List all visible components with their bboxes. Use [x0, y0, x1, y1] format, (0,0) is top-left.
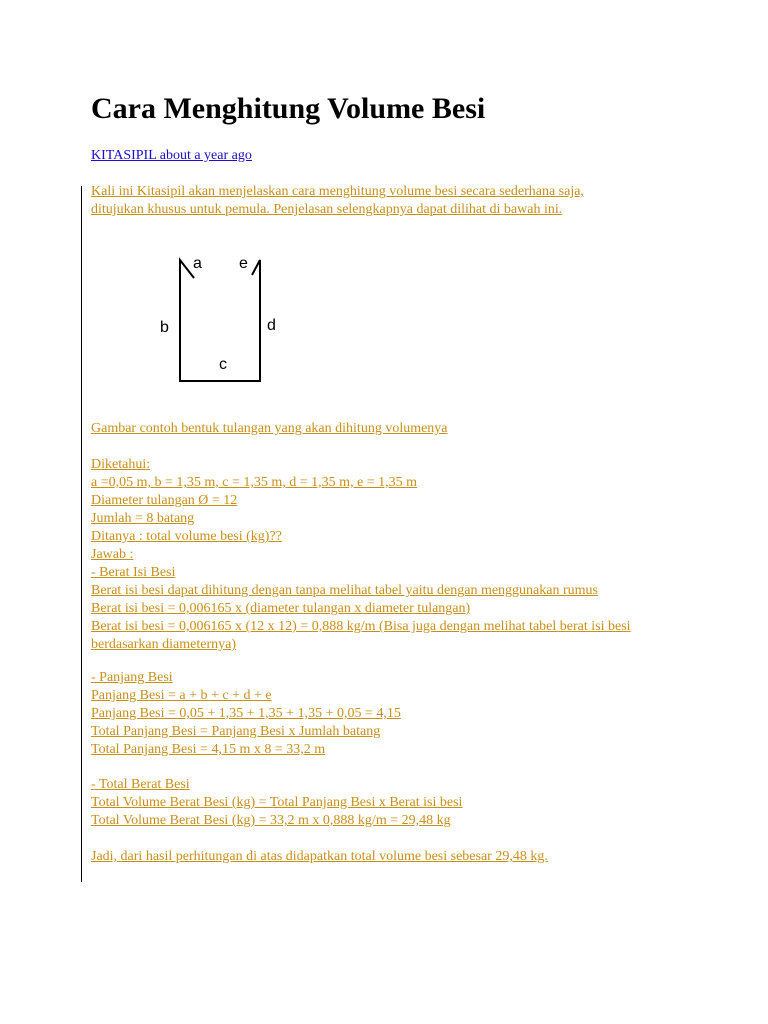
- rebar-shape-diagram: [150, 245, 300, 390]
- text-line: Ditanya : total volume besi (kg)??: [91, 529, 282, 544]
- text-line: Jumlah = 8 batang: [91, 511, 195, 526]
- text-line: Berat isi besi = 0,006165 x (diameter tulangan x diameter tulangan): [91, 601, 471, 616]
- conclusion-line[interactable]: Jadi, dari hasil perhitungan di atas didapatkan total volume besi sebesar 29,48 kg.: [91, 849, 548, 864]
- text-line: - Berat Isi Besi: [91, 565, 176, 580]
- text-line: Total Panjang Besi = Panjang Besi x Jumlah batang: [91, 724, 381, 739]
- text-line: Panjang Besi = 0,05 + 1,35 + 1,35 + 1,35 + 0,05 = 4,15: [91, 706, 401, 721]
- intro-line: Kali ini Kitasipil akan menjelaskan cara menghitung volume besi secara sederhana saja,: [91, 184, 584, 199]
- intro-paragraph[interactable]: [91, 183, 584, 219]
- left-border-rule: [81, 186, 82, 882]
- text-line: Jawab :: [91, 547, 134, 562]
- known-section[interactable]: [91, 456, 631, 654]
- text-line: Diameter tulangan Ø = 12: [91, 493, 238, 508]
- text-line: - Panjang Besi: [91, 670, 173, 685]
- text-line: berdasarkan diameternya): [91, 637, 236, 652]
- page-title: Cara Menghitung Volume Besi: [91, 92, 486, 125]
- label-e: e: [239, 255, 248, 272]
- text-line: a =0,05 m, b = 1,35 m, c = 1,35 m, d = 1,35 m, e = 1,35 m: [91, 475, 418, 490]
- intro-line: ditujukan khusus untuk pemula. Penjelasan selengkapnya dapat dilihat di bawah ini.: [91, 202, 563, 217]
- text-line: Panjang Besi = a + b + c + d + e: [91, 688, 272, 703]
- weight-section[interactable]: [91, 776, 462, 830]
- text-line: Total Panjang Besi = 4,15 m x 8 = 33,2 m: [91, 742, 326, 757]
- text-line: Berat isi besi = 0,006165 x (12 x 12) = 0,888 kg/m (Bisa juga dengan melihat tabel berat isi besi: [91, 619, 631, 634]
- label-b: b: [160, 319, 169, 336]
- text-line: Diketahui:: [91, 457, 151, 472]
- text-line: - Total Berat Besi: [91, 777, 190, 792]
- label-a: a: [193, 255, 202, 272]
- label-d: d: [267, 317, 276, 334]
- figure-caption[interactable]: Gambar contoh bentuk tulangan yang akan dihitung volumenya: [91, 421, 448, 436]
- text-line: Total Volume Berat Besi (kg) = Total Panjang Besi x Berat isi besi: [91, 795, 463, 810]
- text-line: Berat isi besi dapat dihitung dengan tanpa melihat tabel yaitu dengan menggunakan rumus: [91, 583, 598, 598]
- text-line: Total Volume Berat Besi (kg) = 33,2 m x 0,888 kg/m = 29,48 kg: [91, 813, 451, 828]
- label-c: c: [219, 356, 227, 373]
- author-link[interactable]: KITASIPIL about a year ago: [91, 148, 252, 163]
- length-section[interactable]: [91, 669, 401, 759]
